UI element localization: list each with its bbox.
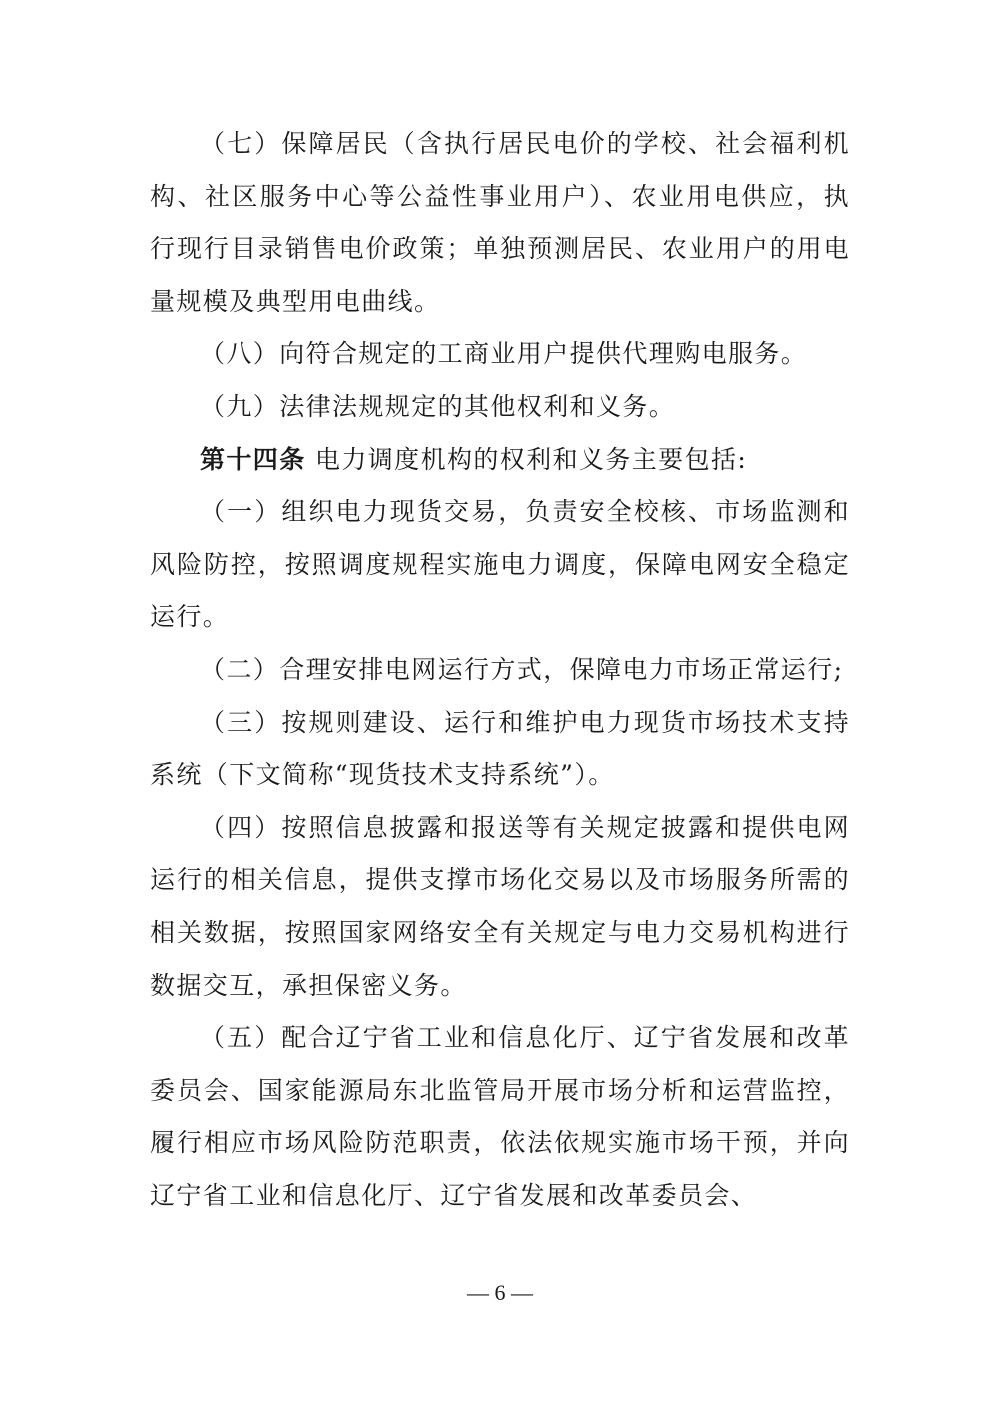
paragraph-9: （九）法律法规规定的其他权利和义务。	[200, 391, 676, 421]
article-heading: 第十四条	[200, 444, 306, 474]
paragraph-5: （五）配合辽宁省工业和信息化厅、辽宁省发展和改革委员会、国家能源局东北监管局开展市场分析和运营监控，履行相应市场风险防范职责，依法依规实施市场干预，并向辽宁省工业和信息化厅、辽宁省发展和改革委员会、	[150, 1023, 850, 1210]
paragraph-4: （四）按照信息披露和报送等有关规定披露和提供电网运行的相关信息，提供支撑市场化交易以及市场服务所需的相关数据，按照国家网络安全有关规定与电力交易机构进行数据交互，承担保密义务。	[150, 812, 850, 1000]
page-number: — 6 —	[467, 1280, 533, 1305]
paragraph-3: （三）按规则建设、运行和维护电力现货市场技术支持系统（下文简称“现货技术支持系统”）。	[150, 707, 850, 790]
paragraph-2: （二）合理安排电网运行方式，保障电力市场正常运行;	[200, 654, 844, 684]
paragraph-1: （一）组织电力现货交易，负责安全校核、市场监测和风险防控，按照调度规程实施电力调度，保障电网安全稳定运行。	[150, 497, 850, 632]
paragraph-8: （八）向符合规定的工商业用户提供代理购电服务。	[200, 339, 808, 369]
article-14: 第十四条 电力调度机构的权利和义务主要包括:	[200, 444, 748, 474]
document-body	[150, 118, 850, 1222]
paragraph-7: （七）保障居民（含执行居民电价的学校、社会福利机构、社区服务中心等公益性事业用户）、农业用电供应，执行现行目录销售电价政策；单独预测居民、农业用户的用电量规模及典型用电曲线。	[150, 129, 850, 316]
